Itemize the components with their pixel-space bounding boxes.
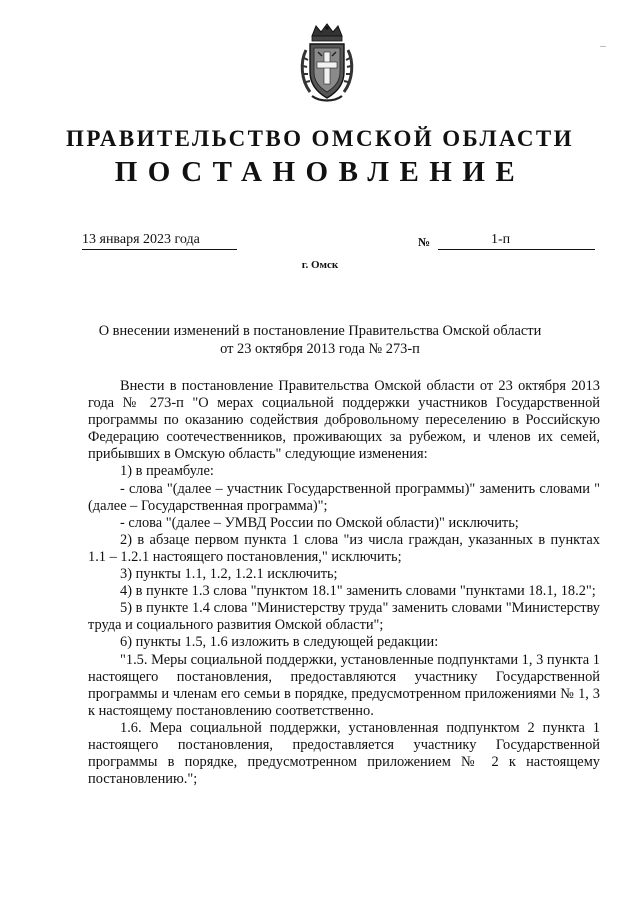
body-paragraph: 2) в абзаце первом пункта 1 слова "из числа граждан, указанных в пунктах 1.1 – 1.2.1 настоящего постановления," исключить;: [88, 531, 600, 565]
body-paragraph: 6) пункты 1.5, 1.6 изложить в следующей редакции:: [120, 634, 439, 651]
document-number: 1-п: [438, 232, 595, 250]
page-corner-mark: [600, 46, 606, 47]
omsk-coat-of-arms-icon: [298, 22, 356, 102]
body-paragraph: Внести в постановление Правительства Омской области от 23 октября 2013 года № 273-п "О мерах социальной поддержки участников Государственной программы по оказанию содействия добровольному переселению в Российскую Федерацию соотечественников, проживающих за рубежом, и членов их семей, прибывших в Омскую область" следующие изменения:: [88, 378, 600, 463]
body-paragraph: 4) в пункте 1.3 слова "пунктом 18.1" заменить словами "пунктами 18.1, 18.2";: [120, 583, 596, 600]
subject-line: от 23 октября 2013 года № 273-п: [220, 341, 420, 357]
subject-line: О внесении изменений в постановление Правительства Омской области: [98, 323, 542, 339]
body-paragraph: 3) пункты 1.1, 1.2, 1.2.1 исключить;: [120, 566, 338, 583]
body-paragraph: 5) в пункте 1.4 слова "Министерству труда" заменить словами "Министерству труда и социального развития Омской области";: [88, 600, 600, 634]
body-paragraph: - слова "(далее – участник Государственной программы)" заменить словами "(далее – Государственная программа)";: [88, 480, 600, 514]
body-paragraph: 1.6. Мера социальной поддержки, установленная подпунктом 2 пункта 1 настоящего постановления, предоставляется участнику Государственной программы в порядке, предусмотренном приложением № 2 к настоящему постановлению.";: [88, 719, 600, 788]
government-title: ПРАВИТЕЛЬСТВО ОМСКОЙ ОБЛАСТИ: [66, 126, 574, 151]
document-body: [88, 378, 600, 788]
document-date: 13 января 2023 года: [82, 232, 237, 250]
city-label: г. Омск: [301, 259, 339, 271]
body-paragraph: - слова "(далее – УМВД России по Омской области)" исключить;: [120, 514, 519, 531]
document-type-title: ПОСТАНОВЛЕНИЕ: [114, 156, 526, 188]
number-sign: №: [418, 235, 431, 249]
body-paragraph: "1.5. Меры социальной поддержки, установленные подпунктами 1, 3 пункта 1 настоящего постановления, предоставляются участнику Государственной программы и членам его семьи в порядке, предусмотренном приложениями № 1, 3 к настоящему постановлению соответственно.: [88, 651, 600, 719]
body-paragraph: 1) в преамбуле:: [120, 463, 214, 480]
document-subject: [90, 322, 550, 358]
